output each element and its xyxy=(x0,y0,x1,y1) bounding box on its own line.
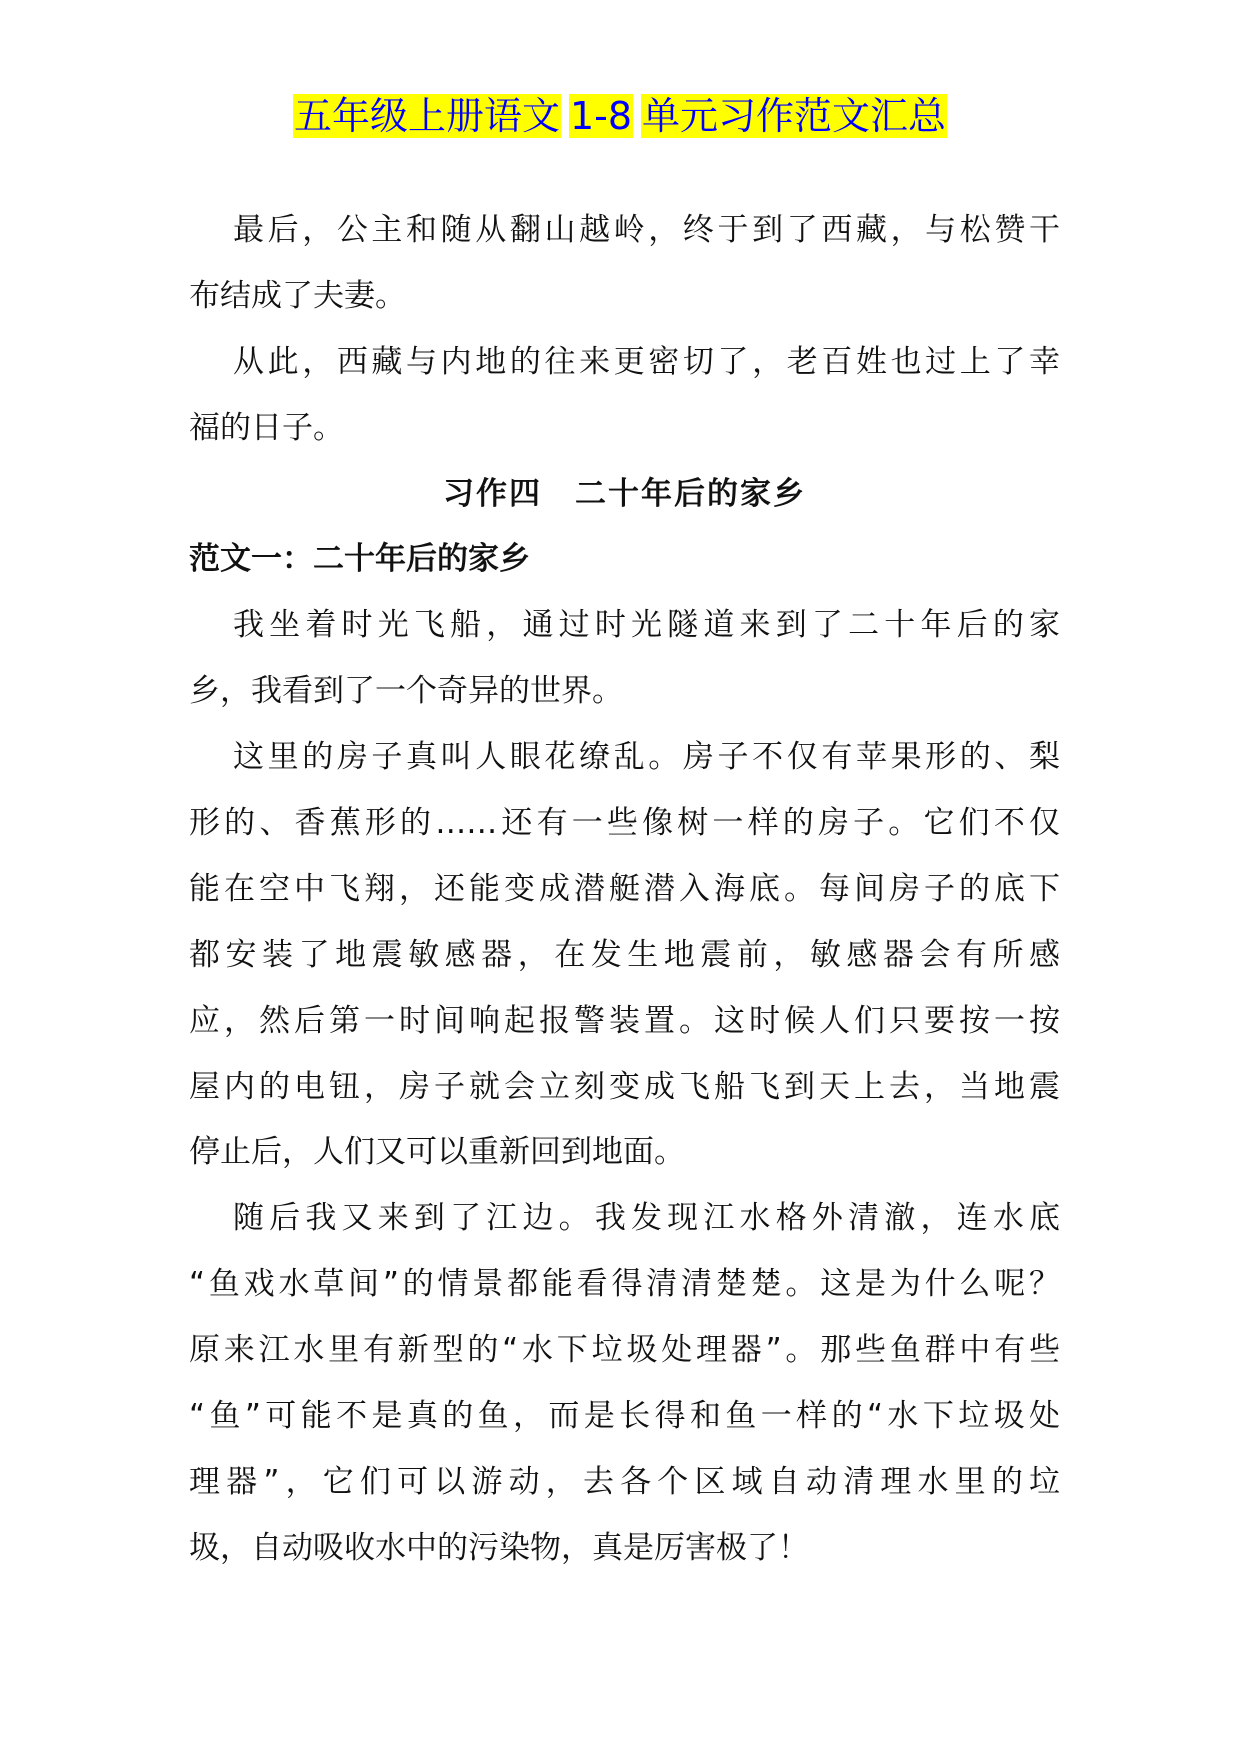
paragraph-line: “鱼戏水草间”的情景都能看得清清楚楚。这是为什么呢？ xyxy=(189,1266,1060,1303)
paragraph-line: 乡，我看到了一个奇异的世界。 xyxy=(189,673,623,710)
title-part-2: 1-8 xyxy=(569,94,633,138)
paragraph-line: 福的日子。 xyxy=(189,409,344,446)
paragraph-line: “鱼”可能不是真的鱼，而是长得和鱼一样的“水下垃圾处 xyxy=(189,1398,1060,1435)
title-part-3: 单元习作范文汇总 xyxy=(642,94,947,138)
paragraph-line: 最后，公主和随从翻山越岭，终于到了西藏，与松赞干 xyxy=(233,212,1060,248)
paragraph-line: 应，然后第一时间响起报警装置。这时候人们只要按一按 xyxy=(189,1002,1060,1039)
paragraph-line: 停止后，人们又可以重新回到地面。 xyxy=(189,1134,685,1171)
document-body xyxy=(189,198,1060,1582)
essay-title: 范文一：二十年后的家乡 xyxy=(189,541,530,578)
paragraph-line: 圾，自动吸收水中的污染物，真是厉害极了！ xyxy=(189,1529,809,1566)
paragraph-line: 理器”，它们可以游动，去各个区域自动清理水里的垃 xyxy=(189,1463,1060,1500)
title-part-1: 五年级上册语文 xyxy=(293,94,560,138)
paragraph-line: 能在空中飞翔，还能变成潜艇潜入海底。每间房子的底下 xyxy=(189,870,1060,907)
paragraph-line: 这里的房子真叫人眼花缭乱。房子不仅有苹果形的、梨 xyxy=(233,739,1060,776)
paragraph-line: 我坐着时光飞船，通过时光隧道来到了二十年后的家 xyxy=(233,607,1060,644)
document-title xyxy=(0,92,1240,140)
paragraph-line: 屋内的电钮，房子就会立刻变成飞船飞到天上去，当地震 xyxy=(189,1068,1060,1105)
paragraph-line: 布结成了夫妻。 xyxy=(189,277,406,314)
section-heading: 习作四 二十年后的家乡 xyxy=(443,475,806,512)
paragraph-line: 都安装了地震敏感器，在发生地震前，敏感器会有所感 xyxy=(189,936,1060,973)
paragraph-line: 原来江水里有新型的“水下垃圾处理器”。那些鱼群中有些 xyxy=(189,1332,1060,1369)
paragraph-line: 形的、香蕉形的……还有一些像树一样的房子。它们不仅 xyxy=(189,805,1060,842)
paragraph-line: 随后我又来到了江边。我发现江水格外清澈，连水底 xyxy=(233,1200,1060,1237)
paragraph-line: 从此，西藏与内地的往来更密切了，老百姓也过上了幸 xyxy=(233,343,1060,380)
